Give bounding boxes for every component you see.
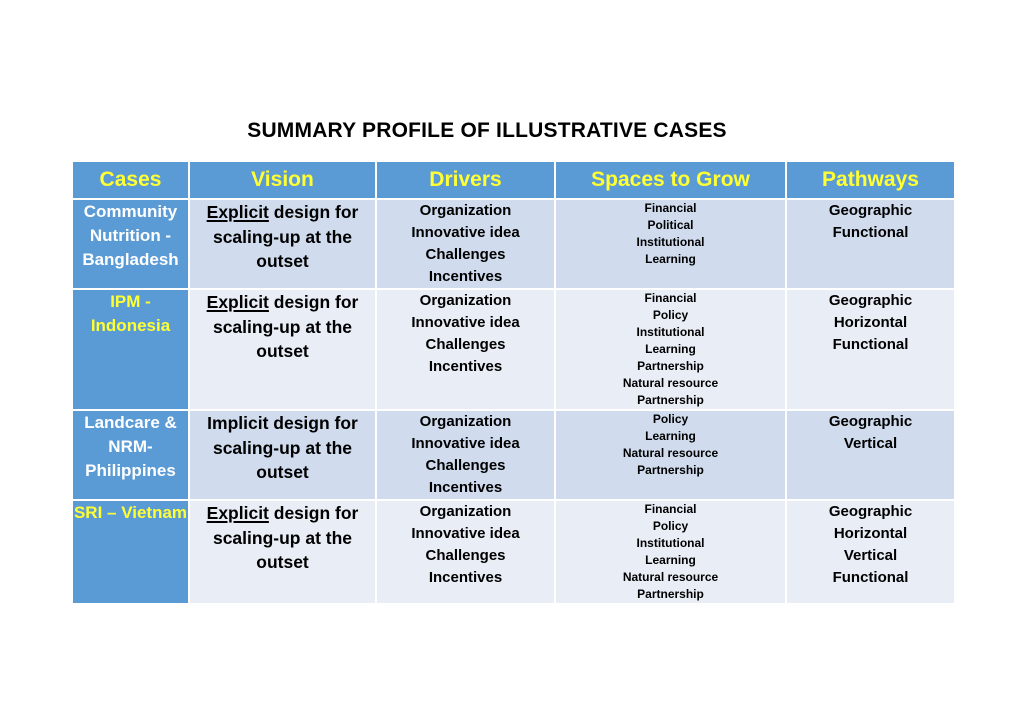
vision-keyword: Implicit bbox=[207, 413, 269, 433]
vision-cell bbox=[189, 289, 376, 410]
pathway-item: Horizontal bbox=[833, 525, 908, 542]
driver-item: Challenges bbox=[425, 336, 506, 353]
drivers-cell bbox=[376, 199, 555, 289]
space-item: Partnership bbox=[637, 393, 704, 407]
header-vision: Vision bbox=[189, 161, 376, 199]
case-cell bbox=[72, 289, 189, 410]
pathways-cell bbox=[786, 199, 955, 289]
driver-item: Challenges bbox=[425, 457, 506, 474]
table-row bbox=[72, 410, 955, 500]
vision-text: design for scaling-up at the outset bbox=[212, 503, 359, 572]
pathway-item: Functional bbox=[832, 224, 909, 241]
pathway-item: Functional bbox=[832, 569, 909, 586]
drivers-cell bbox=[376, 410, 555, 500]
case-name: SRI – Vietnam bbox=[73, 503, 188, 522]
pathway-item: Vertical bbox=[843, 435, 898, 452]
vision-text: design for scaling-up at the outset bbox=[212, 413, 358, 482]
pathways-cell bbox=[786, 289, 955, 410]
driver-item: Incentives bbox=[428, 268, 503, 285]
table-row bbox=[72, 289, 955, 410]
driver-item: Challenges bbox=[425, 547, 506, 564]
driver-item: Innovative idea bbox=[411, 224, 520, 241]
space-item: Institutional bbox=[636, 536, 705, 550]
header-drivers: Drivers bbox=[376, 161, 555, 199]
header-spaces-to-grow: Spaces to Grow bbox=[555, 161, 786, 199]
driver-item: Incentives bbox=[428, 569, 503, 586]
driver-item: Organization bbox=[419, 292, 512, 309]
vision-text: design for scaling-up at the outset bbox=[212, 202, 359, 271]
pathway-item: Functional bbox=[832, 336, 909, 353]
space-item: Policy bbox=[652, 308, 689, 322]
driver-item: Innovative idea bbox=[411, 435, 520, 452]
vision-keyword: Explicit bbox=[206, 503, 269, 523]
driver-item: Innovative idea bbox=[411, 525, 520, 542]
driver-item: Incentives bbox=[428, 358, 503, 375]
space-item: Institutional bbox=[636, 325, 705, 339]
table-row bbox=[72, 199, 955, 289]
pathways-cell bbox=[786, 410, 955, 500]
pathway-item: Geographic bbox=[828, 503, 913, 520]
vision-keyword: Explicit bbox=[206, 202, 269, 222]
space-item: Policy bbox=[652, 412, 689, 426]
spaces-cell bbox=[555, 289, 786, 410]
case-name: Landcare & NRM-Philippines bbox=[84, 413, 177, 480]
pathways-cell bbox=[786, 500, 955, 604]
case-name: IPM - Indonesia bbox=[90, 292, 171, 335]
driver-item: Organization bbox=[419, 202, 512, 219]
vision-cell bbox=[189, 410, 376, 500]
vision-keyword: Explicit bbox=[206, 292, 269, 312]
spaces-cell bbox=[555, 410, 786, 500]
space-item: Partnership bbox=[637, 359, 704, 373]
table-row bbox=[72, 500, 955, 604]
header-pathways: Pathways bbox=[786, 161, 955, 199]
space-item: Policy bbox=[652, 519, 689, 533]
page-title: SUMMARY PROFILE OF ILLUSTRATIVE CASES bbox=[247, 119, 727, 142]
vision-cell bbox=[189, 199, 376, 289]
pathway-item: Horizontal bbox=[833, 314, 908, 331]
header-cases: Cases bbox=[72, 161, 189, 199]
space-item: Financial bbox=[644, 291, 697, 305]
driver-item: Incentives bbox=[428, 479, 503, 496]
driver-item: Innovative idea bbox=[411, 314, 520, 331]
space-item: Financial bbox=[644, 201, 697, 215]
space-item: Financial bbox=[644, 502, 697, 516]
pathway-item: Geographic bbox=[828, 413, 913, 430]
drivers-cell bbox=[376, 289, 555, 410]
pathway-item: Geographic bbox=[828, 292, 913, 309]
driver-item: Organization bbox=[419, 413, 512, 430]
spaces-cell bbox=[555, 199, 786, 289]
summary-table bbox=[71, 160, 956, 605]
space-item: Natural resource bbox=[622, 570, 719, 584]
space-item: Institutional bbox=[636, 235, 705, 249]
pathway-item: Vertical bbox=[843, 547, 898, 564]
case-cell bbox=[72, 410, 189, 500]
case-name: Community Nutrition - Bangladesh bbox=[82, 202, 179, 269]
drivers-cell bbox=[376, 500, 555, 604]
header-row bbox=[72, 161, 955, 199]
vision-text: design for scaling-up at the outset bbox=[212, 292, 359, 361]
space-item: Political bbox=[647, 218, 694, 232]
space-item: Natural resource bbox=[622, 376, 719, 390]
vision-cell bbox=[189, 500, 376, 604]
space-item: Learning bbox=[645, 429, 696, 443]
space-item: Learning bbox=[645, 342, 696, 356]
space-item: Partnership bbox=[637, 587, 704, 601]
case-cell bbox=[72, 500, 189, 604]
case-cell bbox=[72, 199, 189, 289]
spaces-cell bbox=[555, 500, 786, 604]
driver-item: Organization bbox=[419, 503, 512, 520]
space-item: Partnership bbox=[637, 463, 704, 477]
space-item: Learning bbox=[645, 553, 696, 567]
space-item: Natural resource bbox=[622, 446, 719, 460]
pathway-item: Geographic bbox=[828, 202, 913, 219]
driver-item: Challenges bbox=[425, 246, 506, 263]
space-item: Learning bbox=[645, 252, 696, 266]
